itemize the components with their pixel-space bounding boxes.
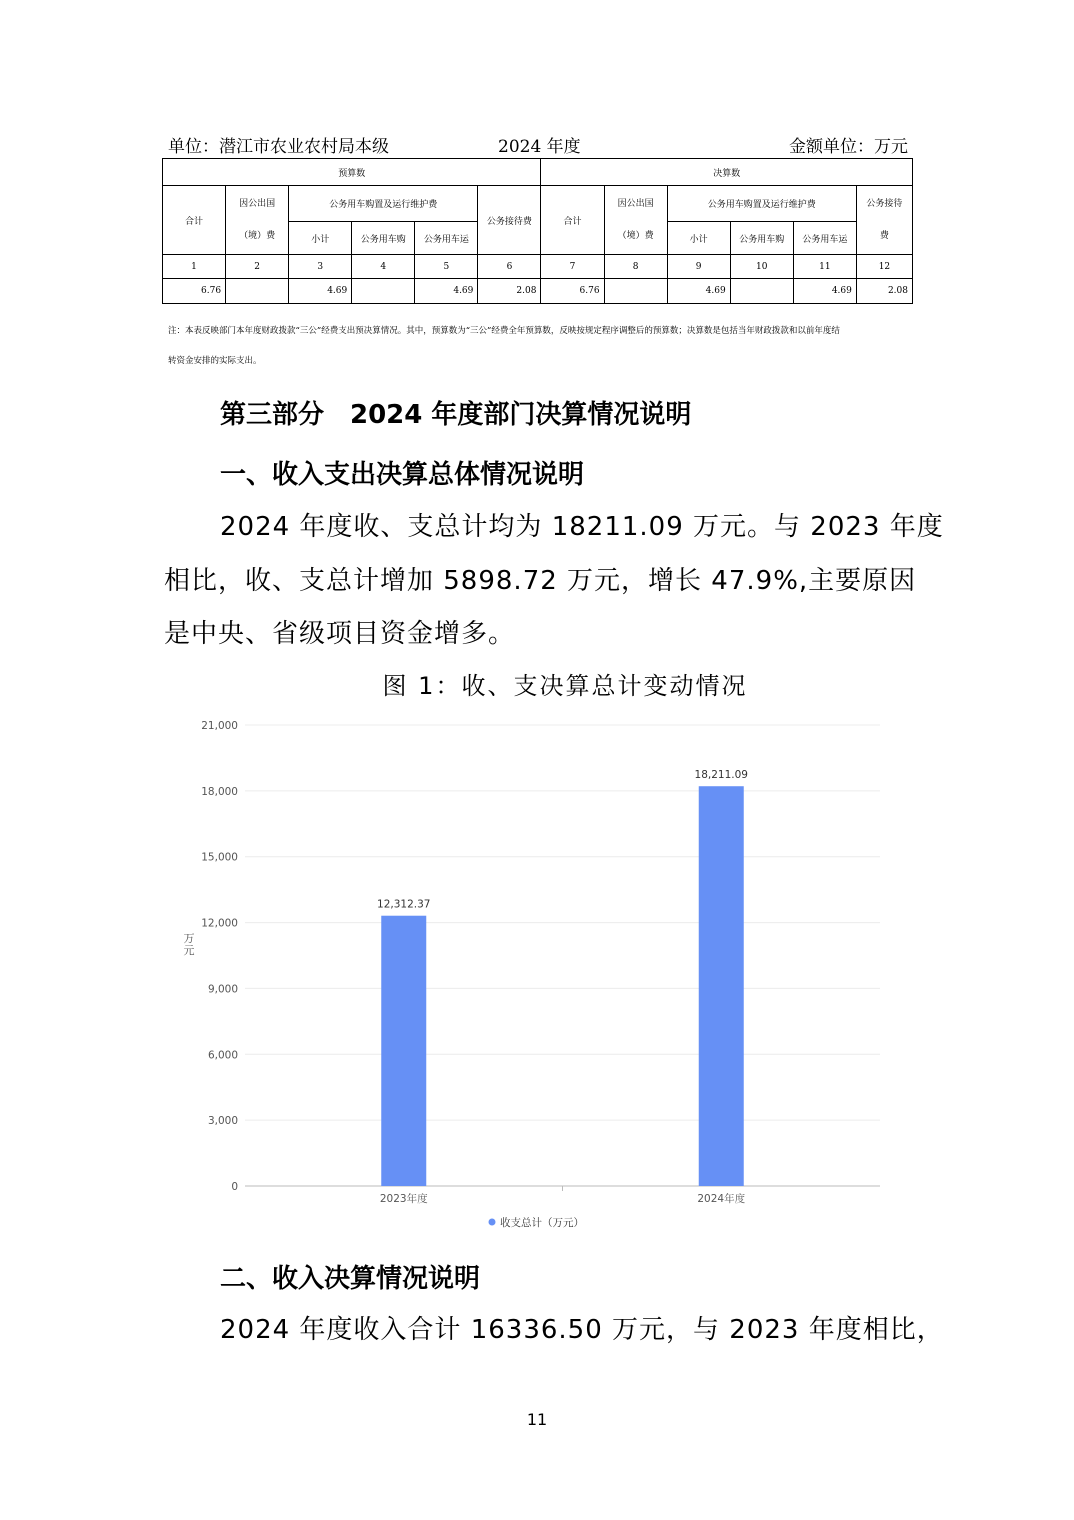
col-abroad-final-line1: 因公出国: [617, 199, 654, 209]
y-tick-label: 0: [231, 1181, 238, 1193]
value-cell: [730, 279, 793, 304]
value-cell: 6.76: [163, 279, 226, 304]
index-cell: 9: [667, 255, 730, 279]
col-reception-final: [856, 186, 912, 255]
value-cell: 2.08: [478, 279, 541, 304]
section2-title: 二、收入决算情况说明: [220, 1264, 481, 1294]
chart-x-labels: [380, 1192, 746, 1205]
unit-label: 单位：潜江市农业农村局本级: [168, 137, 389, 157]
value-cell: 4.69: [289, 279, 352, 304]
section1-title: 一、收入支出决算总体情况说明: [220, 460, 585, 490]
y-axis-label-char: 元: [183, 944, 195, 957]
index-cell: 8: [604, 255, 667, 279]
final-group-header: 决算数: [541, 159, 913, 186]
income-expense-bar-chart: [160, 710, 900, 1240]
chart-gridlines: [245, 725, 880, 1191]
note-line-2: 转资金安排的实际支出。: [168, 356, 262, 366]
year-label: 2024 年度: [498, 137, 581, 157]
value-cell: 4.69: [667, 279, 730, 304]
bar-value-label: 12,312.37: [377, 898, 431, 911]
value-cell: [226, 279, 289, 304]
value-row: [163, 279, 913, 304]
col-operation-final: 公务用车运: [793, 222, 856, 255]
value-cell: 4.69: [793, 279, 856, 304]
figure-title: 图 1：收、支决算总计变动情况: [382, 672, 748, 700]
note-line-1: 注：本表反映部门本年度财政拨款“三公”经费支出预决算情况。其中，预算数为“三公”经费全年预算数，反映按规定程序调整后的预算数；决算数是包括当年财政拨款和以前年度结: [168, 326, 840, 336]
col-abroad-final-line2: （境）费: [617, 231, 654, 241]
y-tick-label: 21,000: [201, 720, 238, 732]
value-cell: [352, 279, 415, 304]
chart-y-ticks: [201, 720, 238, 1193]
page-number: 11: [526, 1410, 548, 1429]
index-cell: 5: [415, 255, 478, 279]
col-abroad: [226, 186, 289, 255]
col-reception: 公务接待费: [478, 186, 541, 255]
index-row: [163, 255, 913, 279]
index-cell: 1: [163, 255, 226, 279]
col-abroad-final: [604, 186, 667, 255]
x-tick-label: 2023年度: [379, 1193, 428, 1205]
value-cell: 2.08: [856, 279, 912, 304]
col-operation: 公务用车运: [415, 222, 478, 255]
legend-marker: [489, 1219, 496, 1226]
col-purchase-final: 公务用车购: [730, 222, 793, 255]
part-title: 第三部分 2024 年度部门决算情况说明: [220, 400, 692, 430]
y-tick-label: 15,000: [201, 851, 238, 864]
y-tick-label: 9,000: [207, 983, 238, 996]
chart-bars: [377, 769, 748, 1186]
col-subtotal: 小计: [289, 222, 352, 255]
col-abroad-line1: 因公出国: [239, 199, 276, 209]
col-total-final: 合计: [541, 186, 604, 255]
index-cell: 2: [226, 255, 289, 279]
y-axis-label-char: 万: [183, 932, 195, 945]
y-tick-label: 18,000: [201, 785, 238, 798]
section2-paragraph-line1: 2024 年度收入合计 16336.50 万元，与 2023 年度相比，: [220, 1315, 944, 1345]
value-cell: [604, 279, 667, 304]
col-vehicle: 公务用车购置及运行维护费: [289, 186, 478, 222]
three-public-expenses-table: [162, 158, 913, 304]
section1-paragraph-line1: 2024 年度收、支总计均为 18211.09 万元。与 2023 年度: [220, 512, 944, 542]
value-cell: 6.76: [541, 279, 604, 304]
index-cell: 7: [541, 255, 604, 279]
bar: [699, 786, 744, 1186]
col-vehicle-final: 公务用车购置及运行维护费: [667, 186, 856, 222]
index-cell: 4: [352, 255, 415, 279]
index-cell: 11: [793, 255, 856, 279]
x-tick-label: 2024年度: [697, 1193, 746, 1205]
y-tick-label: 6,000: [207, 1049, 238, 1062]
value-cell: 4.69: [415, 279, 478, 304]
bar: [381, 916, 426, 1186]
col-abroad-line2: （境）费: [239, 231, 276, 241]
index-cell: 12: [856, 255, 912, 279]
index-cell: 10: [730, 255, 793, 279]
table-note: [168, 316, 908, 376]
chart-y-axis-label: [184, 932, 195, 957]
col-reception-final-line1: 公务接待: [866, 199, 903, 209]
legend-label: 收支总计（万元）: [500, 1217, 584, 1229]
bar-value-label: 18,211.09: [694, 769, 748, 782]
index-cell: 3: [289, 255, 352, 279]
index-cell: 6: [478, 255, 541, 279]
budget-group-header: 预算数: [163, 159, 541, 186]
col-total: 合计: [163, 186, 226, 255]
section1-paragraph-line2: 相比，收、支总计增加 5898.72 万元，增长 47.9%,主要原因: [164, 566, 917, 596]
col-purchase: 公务用车购: [352, 222, 415, 255]
col-subtotal-final: 小计: [667, 222, 730, 255]
amount-unit-label: 金额单位：万元: [789, 137, 908, 157]
section1-paragraph-line3: 是中央、省级项目资金增多。: [164, 619, 516, 649]
col-reception-final-line2: 费: [879, 231, 889, 241]
y-tick-label: 3,000: [207, 1115, 238, 1128]
y-tick-label: 12,000: [201, 917, 238, 930]
chart-legend: [489, 1216, 585, 1229]
